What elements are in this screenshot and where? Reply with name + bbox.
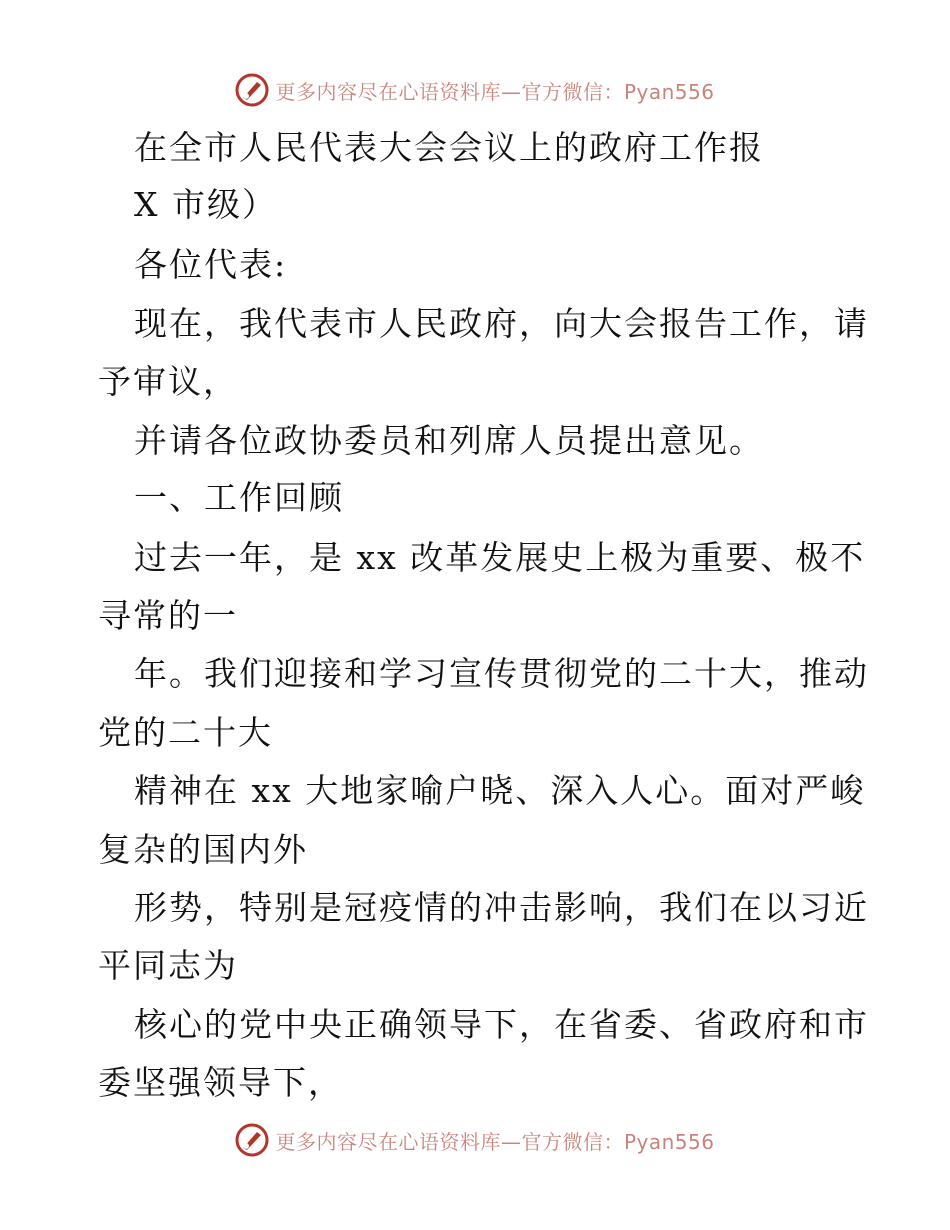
doc-title-line: 在全市人民代表大会会议上的政府工作报 [134, 128, 764, 167]
paragraph-line: 予审议， [98, 362, 238, 401]
paragraph-line: 年。我们迎接和学习宣传贯彻党的二十大，推动 [134, 654, 869, 693]
paragraph-line: 平同志为 [98, 946, 238, 985]
doc-subtitle-line: X 市级） [134, 185, 277, 224]
paragraph-line: 委坚强领导下， [98, 1063, 343, 1102]
paragraph-line: 复杂的国内外 [98, 830, 308, 869]
paragraph-line: 并请各位政协委员和列席人员提出意见。 [134, 421, 764, 460]
paragraph-line: 现在，我代表市人民政府，向大会报告工作，请 [134, 304, 869, 343]
quill-seal-icon [235, 1123, 269, 1157]
paragraph-line: 党的二十大 [98, 713, 273, 752]
paragraph-line: 形势，特别是冠疫情的冲击影响，我们在以习近 [134, 888, 869, 927]
paragraph-line: 精神在 xx 大地家喻户晓、深入人心。面对严峻 [134, 771, 866, 810]
salutation-line: 各位代表: [134, 245, 288, 284]
section-heading: 一、工作回顾 [134, 478, 344, 517]
paragraph-line: 寻常的一 [98, 596, 238, 635]
watermark-text: 更多内容尽在心语资料库—官方微信：Pyan556 [275, 1129, 715, 1154]
paragraph-line: 核心的党中央正确领导下，在省委、省政府和市 [134, 1005, 869, 1044]
paragraph-line: 过去一年，是 xx 改革发展史上极为重要、极不 [134, 538, 866, 577]
footer-watermark [0, 1122, 950, 1158]
watermark-text: 更多内容尽在心语资料库—官方微信：Pyan556 [275, 79, 715, 104]
